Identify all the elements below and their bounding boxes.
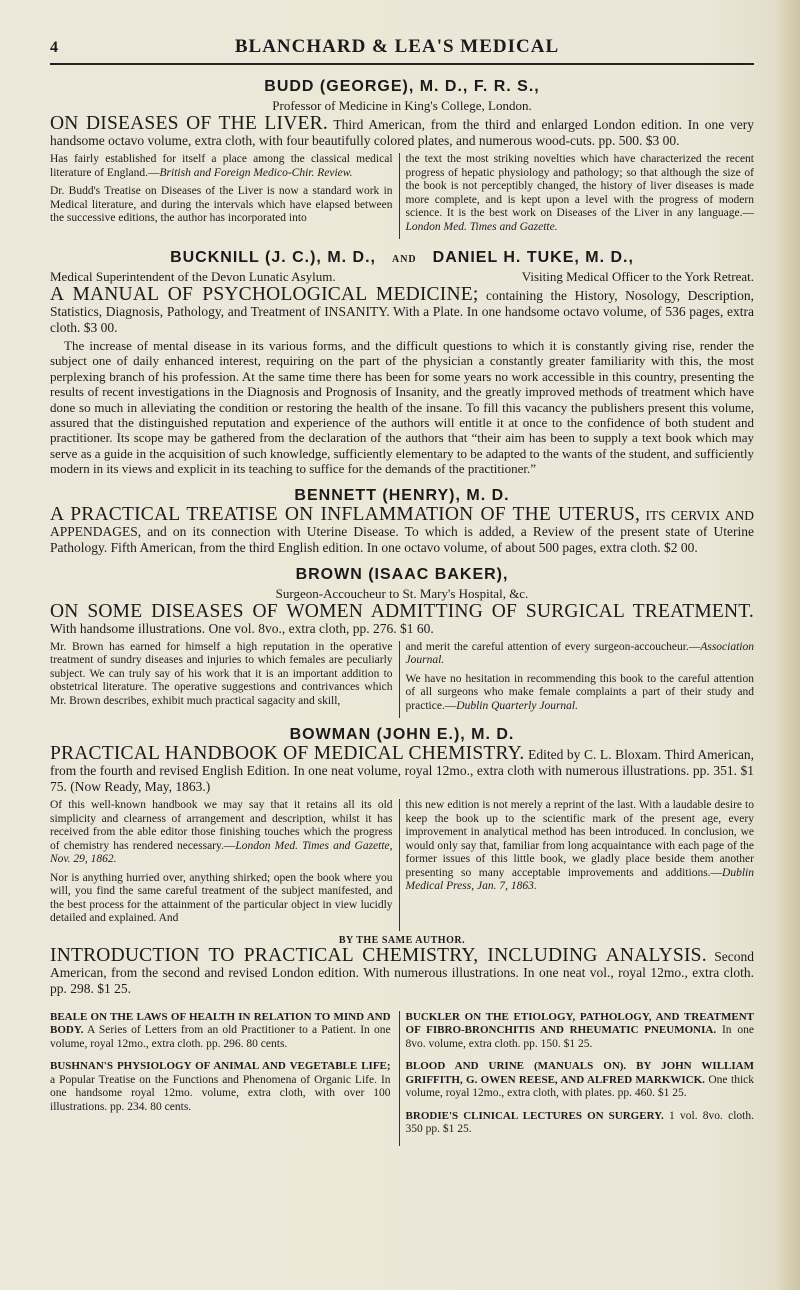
review-quote: Mr. Brown has earned for himself a high reputation in the operative treatment of sundry diseases and injuries to which females are peculiarly subject. We can truly say of his work that it is an important addition to obstetrical literature. The operative suggestions and contrivances which Mr. Brown describes, exhibit much practical sagacity and skill, (50, 640, 393, 707)
review-quote: the text the most striking novelties which have characterized the recent progress of hepatic physiology and pathology; so that although the size of the book is not perceptibly changed, the history of liver diseases is made more complete, and is kept upon a level with the progress of modern science. It is the best work on Diseases of the Liver in any language.—London Med. Times and Gazette. (405, 153, 754, 233)
list-item: BRODIE'S CLINICAL LECTURES ON SURGERY. 1 vol. 8vo. cloth. 350 pp. $1 25. (405, 1109, 754, 1136)
running-title: BLANCHARD & LEA'S MEDICAL (234, 36, 560, 57)
review-column-left (50, 641, 399, 719)
author-name: BOWMAN (JOHN E.), M. D. (289, 726, 515, 744)
listing-column-left (50, 1011, 399, 1146)
page-spine-edge (774, 0, 800, 1290)
review-column-left (50, 799, 399, 931)
review-column-left (50, 153, 399, 239)
author-names: BUCKNILL (J. C.), M. D., AND DANIEL H. TUKE, M. D., (170, 249, 634, 266)
book-title: A MANUAL OF PSYCHOLOGICAL MEDICINE; (50, 284, 479, 305)
book-description: INTRODUCTION TO PRACTICAL CHEMISTRY, INCLUDING ANALYSIS. Second American, from the second and revised London edition. With numerous illustrations. In one neat vol., royal 12mo., extra cloth. pp. 298. $1 25. (50, 944, 755, 996)
review-quote: Dr. Budd's Treatise on Diseases of the Liver is now a standard work in Medical literature, and during the intervals which have elapsed between the successive editions, the author has incorporated into (50, 185, 393, 224)
review-quote: Nor is anything hurried over, anything shirked; open the book where you will, you find the same careful treatment of the subject manifested, and the best process for the attainment of the particular object in view lucidly detailed and explained. And (50, 871, 393, 925)
book-title: PRACTICAL HANDBOOK OF MEDICAL CHEMISTRY. (50, 743, 525, 765)
review-columns (50, 799, 754, 931)
list-item: BUCKLER ON THE ETIOLOGY, PATHOLOGY, AND TREATMENT OF FIBRO-BRONCHITIS AND RHEUMATIC PNEUMONIA. In one 8vo. volume, extra cloth. pp. 150. $1 25. (405, 1010, 755, 1050)
review-quote: Of this well-known handbook we may say that it retains all its old simplicity and clearness of arrangement and description, whilst it has received from the able editor those finishing touches which the progress of chemistry has rendered necessary.—London Med. Times and Gazette, Nov. 29, 1862. (50, 799, 393, 866)
review-column-right (399, 641, 754, 719)
listing-column-right (399, 1011, 754, 1146)
author-credentials: Medical Superintendent of the Devon Lunatic Asylum. Visiting Medical Officer to the York Retreat. (50, 269, 754, 284)
review-quote: We have no hesitation in recommending this book to the careful attention of all surgeons who make female complaints a part of their study and practice.—Dublin Quarterly Journal. (405, 672, 754, 712)
book-blurb: The increase of mental disease in its various forms, and the difficult questions to which it is constantly giving rise, render the subject one of daily enhanced interest, requiring on the part of the physician a constantly greater familiarity with this, the most perplexing branch of his profession. At the same time there has been for some years no work accessible in this country, presenting the results of recent investigations in the Diagnosis and Prognosis of Insanity, and the greatly improved methods of treatment which have done so much in alleviating the condition or restoring the health of the insane. To fill this vacancy the publishers present this volume, assured that the distinguished reputation and experience of the authors will entitle it at once to the confidence of both student and practitioner. Its scope may be gathered from the declaration of the authors that “their aim has been to supply a text book which may serve as a guide in the acquisition of such knowledge, sufficiently elementary to be adapted to the wants of the student, and sufficiently modern in its views and explicit in its teaching to suffice for the demands of the practitioner.” (50, 338, 754, 477)
list-item: BUSHNAN'S PHYSIOLOGY OF ANIMAL AND VEGETABLE LIFE; a Popular Treatise on the Functions and Phenomena of Organic Life. In one handsome royal 12mo. volume, extra cloth, with over 100 illustrations. pp. 234. 80 cents. (50, 1060, 391, 1113)
header-rule (50, 63, 754, 65)
book-description: PRACTICAL HANDBOOK OF MEDICAL CHEMISTRY. Edited by C. L. Bloxam. Third American, from the fourth and revised English Edition. In one neat volume, royal 12mo., extra cloth with numerous illustrations. pp. 351. $1 75. (Now Ready, May, 1863.) (50, 743, 754, 795)
entry-brown (50, 566, 754, 719)
book-title: A PRACTICAL TREATISE ON INFLAMMATION OF THE UTERUS, (50, 503, 641, 525)
entry-bennett (50, 487, 754, 556)
author-credentials: Surgeon-Accoucheur to St. Mary's Hospital, &c. (275, 585, 529, 601)
author-name: BROWN (ISAAC BAKER), (295, 565, 509, 583)
book-description: ON DISEASES OF THE LIVER. Third American, from the third and enlarged London edition. In one very handsome octavo volume, extra cloth, with four beautifully colored plates, and numerous wood-cuts. pp. 500. $3 00. (50, 113, 754, 148)
page-number: 4 (50, 39, 59, 56)
review-quote: and merit the careful attention of every surgeon-accoucheur.—Association Journal. (405, 640, 754, 667)
book-description: A MANUAL OF PSYCHOLOGICAL MEDICINE; containing the History, Nosology, Description, Statistics, Diagnosis, Pathology, and Treatment of INSANITY. With a Plate. In one handsome octavo volume, of 536 pages, extra cloth. $3 00. (50, 284, 755, 335)
same-author-heading: BY THE SAME AUTHOR. (338, 934, 466, 946)
review-columns (50, 153, 754, 239)
list-item: BEALE ON THE LAWS OF HEALTH IN RELATION TO MIND AND BODY. A Series of Letters from an old Practitioner to a Patient. In one volume, royal 12mo., extra cloth. pp. 296. 80 cents. (50, 1010, 391, 1050)
review-quote: this new edition is not merely a reprint of the last. With a laudable desire to keep the book up to the scientific mark of the present age, every improvement in analytical method has been introduced. In conclusion, we would only say that, familiar from long acquaintance with each page of the former issues of this little book, we gladly place beside them another presenting so many acceptable improvements and additions.—Dublin Medical Press, Jan. 7, 1863. (405, 799, 754, 893)
review-column-right (399, 153, 754, 239)
list-item: BLOOD AND URINE (MANUALS ON). BY JOHN WILLIAM GRIFFITH, G. OWEN REESE, AND ALFRED MARKWICK. One thick volume, royal 12mo., extra cloth, with plates. pp. 460. $1 25. (405, 1060, 754, 1100)
entry-budd (50, 78, 754, 239)
author-credentials: Professor of Medicine in King's College, London. (272, 98, 532, 113)
entry-bowman (50, 726, 754, 997)
author-name: BUDD (GEORGE), M. D., F. R. S., (264, 78, 540, 95)
review-columns (50, 641, 754, 719)
author-name: BENNETT (HENRY), M. D. (294, 486, 510, 504)
short-listings (50, 1011, 754, 1146)
book-title: ON SOME DISEASES OF WOMEN ADMITTING OF SURGICAL TREATMENT. (50, 600, 754, 622)
book-description: ON SOME DISEASES OF WOMEN ADMITTING OF SURGICAL TREATMENT. With handsome illustrations. One vol. 8vo., extra cloth, pp. 276. $1 60. (50, 600, 754, 636)
entry-bucknill-tuke (50, 249, 754, 477)
review-column-right (399, 799, 754, 931)
book-title: INTRODUCTION TO PRACTICAL CHEMISTRY, INCLUDING ANALYSIS. (50, 944, 707, 966)
running-header (50, 36, 754, 58)
book-description: A PRACTICAL TREATISE ON INFLAMMATION OF THE UTERUS, ITS CERVIX AND APPENDAGES, and on its connection with Uterine Disease. To which is added, a Review of the present state of Uterine Pathology. Fifth American, from the third English edition. In one octavo volume, of about 500 pages, extra cloth. $2 00. (50, 503, 755, 555)
review-quote: Has fairly established for itself a place among the classical medical literature of England.—British and Foreign Medico-Chir. Review. (50, 153, 393, 179)
book-title: ON DISEASES OF THE LIVER. (50, 113, 328, 134)
